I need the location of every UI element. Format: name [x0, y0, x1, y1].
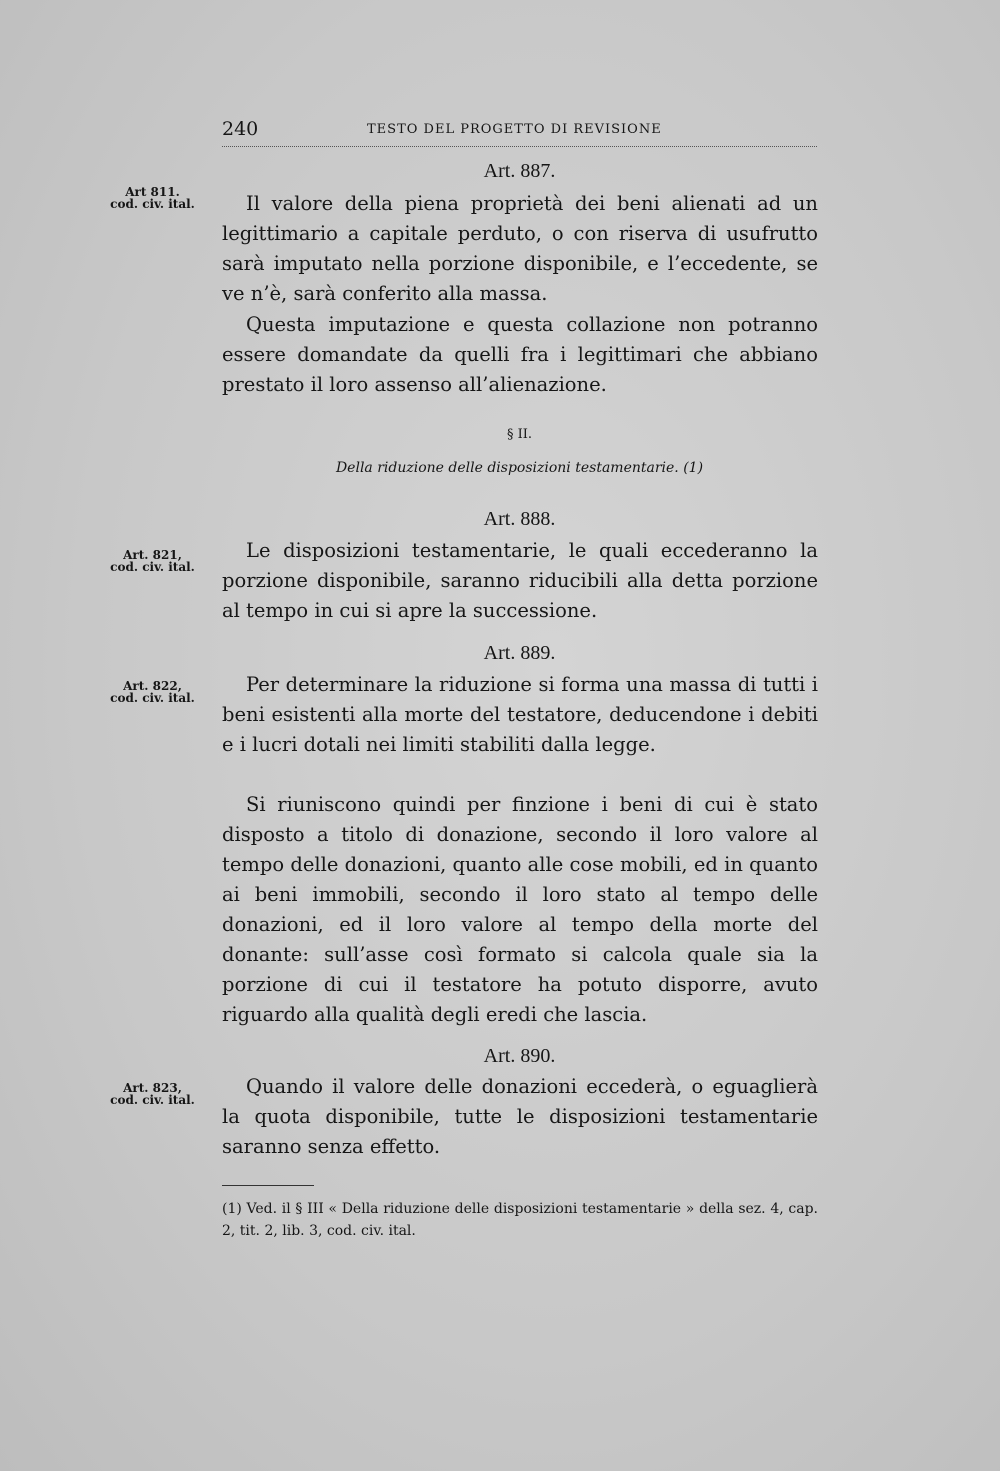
margin-note-line: Art. 823,	[123, 1081, 182, 1095]
margin-note-line: cod. civ. ital.	[110, 1093, 195, 1107]
article-887-margin-note	[100, 186, 205, 210]
header-rule	[222, 146, 817, 147]
article-887-heading: Art. 887.	[483, 160, 556, 182]
section-title: Della riduzione delle disposizioni testamentarie. (1)	[335, 460, 704, 476]
section-mark: § II.	[506, 427, 533, 442]
running-title: TESTO DEL PROGETTO DI REVISIONE	[367, 122, 662, 137]
page-number: 240	[222, 118, 259, 140]
margin-note-line: Art 811.	[125, 185, 180, 199]
article-889-paragraph-1: Per determinare la riduzione si forma una massa di tutti i beni esistenti alla morte del testatore, deducendone i debiti e i lucri dotali nei limiti stabiliti dalla legge.	[222, 673, 818, 756]
margin-note-line: cod. civ. ital.	[110, 691, 195, 705]
article-889-paragraph-2: Si riuniscono quindi per finzione i beni di cui è stato disposto a titolo di donazione, secondo il loro valore al tempo delle donazioni, quanto alle cose mobili, ed in quanto ai beni immobili, secondo il loro stato al tempo delle donazioni, ed il loro valore al tempo della morte del donante: sull’asse così formato si calcola quale sia la porzione di cui il testatore ha potuto disporre, avuto riguardo alla qualità degli eredi che lascia.	[222, 793, 818, 1026]
article-890-heading: Art. 890.	[483, 1045, 556, 1067]
margin-note-line: Art. 822,	[123, 679, 182, 693]
article-890-paragraph-1: Quando il valore delle donazioni eccederà, o eguaglierà la quota disponibile, tutte le disposizioni testamentarie saranno senza effetto.	[222, 1075, 818, 1158]
article-888-heading: Art. 888.	[483, 508, 556, 530]
margin-note-line: Art. 821,	[123, 548, 182, 562]
article-887-paragraph-1: Il valore della piena proprietà dei beni alienati ad un legittimario a capitale perduto, o con riserva di usufrutto sarà imputato nella porzione disponibile, e l’eccedente, se ve n’è, sarà conferito alla massa.	[222, 192, 818, 305]
page-header	[222, 118, 817, 144]
article-887-paragraph-2: Questa imputazione e questa collazione non potranno essere domandate da quelli fra i legittimari che abbiano prestato il loro assenso all’alienazione.	[222, 313, 818, 396]
margin-note-line: cod. civ. ital.	[110, 197, 195, 211]
footnote-rule	[222, 1185, 314, 1186]
footnote: (1) Ved. il § III « Della riduzione delle disposizioni testamentarie » della sez. 4, cap. 2, tit. 2, lib. 3, cod. civ. ital.	[222, 1201, 818, 1239]
article-888-margin-note	[100, 549, 205, 573]
margin-note-line: cod. civ. ital.	[110, 560, 195, 574]
article-890-margin-note	[100, 1082, 205, 1106]
article-889-heading: Art. 889.	[483, 642, 556, 664]
article-888-paragraph-1: Le disposizioni testamentarie, le quali eccederanno la porzione disponibile, saranno riducibili alla detta porzione al tempo in cui si apre la successione.	[222, 539, 818, 622]
article-889-margin-note	[100, 680, 205, 704]
